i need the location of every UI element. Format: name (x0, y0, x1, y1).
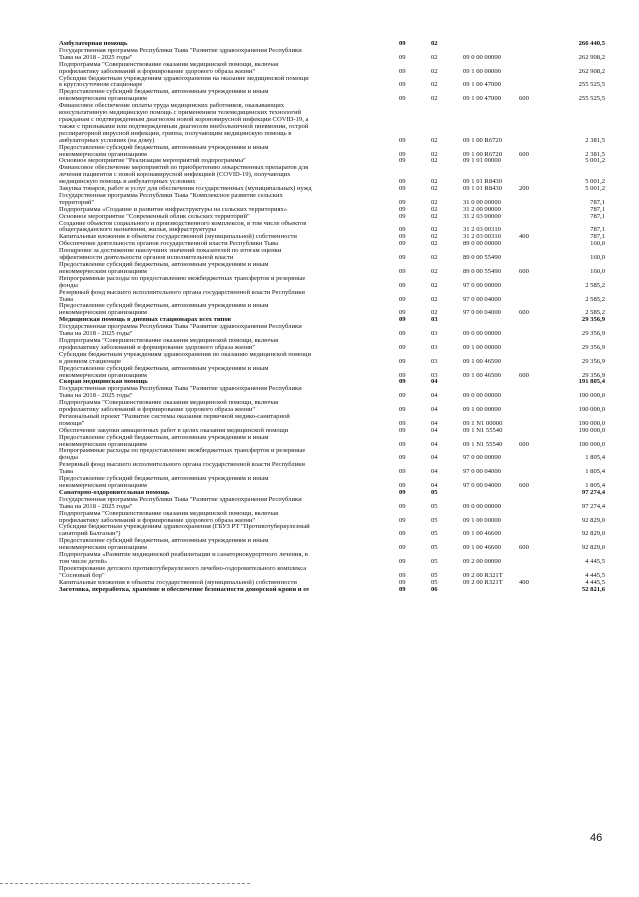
subsection-code: 04 (431, 482, 438, 489)
subsection-code: 04 (431, 406, 438, 414)
expense-type-code: 600 (519, 95, 529, 103)
table-row (59, 103, 605, 144)
subsection-code: 04 (431, 419, 438, 427)
section-code: 09 (399, 330, 406, 338)
target-article-code: 09 1 N1 55540 (463, 426, 503, 434)
table-row (59, 338, 605, 352)
table-row (59, 193, 605, 207)
target-article-code: 89 0 00 55490 (463, 254, 501, 262)
amount: 52 821,6 (581, 585, 605, 593)
subsection-code: 02 (431, 281, 438, 289)
amount: 29 356,9 (581, 343, 605, 351)
target-article-code: 97 0 00 04000 (463, 295, 501, 303)
subsection-code: 03 (431, 343, 438, 351)
expense-name: Государственная программа Республики Тыва "Развитие здравоохранения Республики Тыва на 2018 - 2025 годы" (59, 495, 302, 510)
expense-type-code: 600 (519, 440, 529, 448)
expense-name: Финансовое обеспечение мероприятий по приобретению лекарственных препаратов для лечения пациентов с новой коронавирусной инфекцией (COVID-19), получающих медицинскую помощь в амбулаторных условиях (59, 164, 309, 186)
expense-name: Капитальные вложения в объекты государственной (муниципальной) собственности (59, 578, 297, 586)
table-row (59, 352, 605, 366)
section-code: 09 (399, 419, 406, 427)
section-code: 09 (399, 406, 406, 414)
expense-name: Проектирование детского противотуберкулезного лечебно-оздоровительного комплекса "Сосновый бор" (59, 564, 307, 579)
section-code: 09 (399, 53, 406, 61)
expense-type-code: 600 (519, 150, 529, 158)
table-row (59, 262, 605, 276)
target-article-code: 09 1 00 46600 (463, 530, 501, 538)
expense-name: Резервный фонд высшего исполнительного органа государственной власти Республики Тыва (59, 288, 305, 303)
subsection-code: 02 (431, 254, 438, 262)
table-row (59, 366, 605, 380)
section-code: 09 (399, 378, 406, 386)
expense-name: Государственная программа Республики Тыва "Комплексное развитие сельских территорий" (59, 191, 283, 206)
target-article-code: 09 1 00 00000 (463, 67, 501, 75)
expense-name: Создание объектов социального и производственного комплексов, в том числе объектов общегражданского назначения, жилья, инфраструктуры (59, 219, 307, 234)
amount: 1 805,4 (585, 468, 605, 476)
expense-type-code: 600 (519, 482, 529, 489)
subsection-code: 02 (431, 233, 438, 241)
subsection-code: 02 (431, 53, 438, 61)
amount: 2 381,5 (585, 150, 605, 158)
target-article-code: 09 0 00 00000 (463, 53, 501, 61)
subsection-code: 04 (431, 440, 438, 448)
target-article-code: 09 1 N1 00000 (463, 419, 503, 427)
expense-name: Заготовка, переработка, хранение и обеспечение безопасности донорской крови и ее (59, 585, 310, 593)
expense-name: Санаторно-оздоровительная помощь (59, 488, 170, 496)
section-code: 09 (399, 295, 406, 303)
amount: 29 356,9 (581, 316, 605, 324)
expense-name: Государственная программа Республики Тыва "Развитие здравоохранения Республики Тыва на 2018 - 2025 годы" (59, 323, 302, 338)
section-row (59, 587, 605, 594)
subsection-code: 03 (431, 357, 438, 365)
expense-name: Предоставление субсидий бюджетным, автономным учреждениям и иным некоммерческим организациям (59, 88, 269, 103)
target-article-code: 31 2 03 00310 (463, 226, 501, 234)
target-article-code: 09 1 00 46500 (463, 357, 501, 365)
section-code: 09 (399, 530, 406, 538)
subsection-code: 03 (431, 371, 438, 379)
subsection-code: 02 (431, 212, 438, 220)
section-code: 09 (399, 357, 406, 365)
target-article-code: 09 1 01 R8430 (463, 185, 503, 193)
subsection-code: 05 (431, 516, 438, 524)
section-code: 09 (399, 157, 406, 165)
subsection-code: 02 (431, 267, 438, 275)
section-code: 09 (399, 571, 406, 579)
table-row (59, 89, 605, 103)
subsection-code: 05 (431, 502, 438, 510)
amount: 29 356,9 (581, 371, 605, 379)
target-article-code: 09 0 00 00000 (463, 392, 501, 400)
subsection-code: 03 (431, 316, 438, 324)
subsection-code: 05 (431, 488, 438, 496)
expense-name: Поощрение за достижение наилучших значений показателей по итогам оценки эффективности деятельности органов исполнительной власти (59, 247, 282, 262)
section-code: 09 (399, 212, 406, 220)
subsection-code: 02 (431, 240, 438, 248)
budget-table (59, 41, 605, 594)
target-article-code: 09 1 00 00000 (463, 516, 501, 524)
amount: 1 805,4 (585, 454, 605, 462)
subsection-code: 05 (431, 544, 438, 552)
subsection-code: 03 (431, 330, 438, 338)
expense-name: Предоставление субсидий бюджетным, автономным учреждениям и иным некоммерческим организациям (59, 475, 269, 489)
subsection-code: 02 (431, 150, 438, 158)
target-article-code: 09 2 00 R321T (463, 578, 503, 586)
expense-name: Медицинская помощь в дневных стационарах всех типов (59, 316, 232, 324)
expense-name: Государственная программа Республики Тыва "Развитие здравоохранения Республики Тыва на 2018 - 2025 годы" (59, 385, 302, 400)
table-row (59, 497, 605, 511)
table-row (59, 48, 605, 62)
amount: 191 805,4 (578, 378, 605, 386)
amount: 29 356,9 (581, 330, 605, 338)
target-article-code: 09 1 00 46500 (463, 371, 501, 379)
expense-name: Предоставление субсидий бюджетным, автономным учреждениям и иным некоммерческим организациям (59, 302, 269, 317)
target-article-code: 09 1 N1 55540 (463, 440, 503, 448)
page-number: 46 (590, 832, 603, 844)
section-code: 09 (399, 585, 406, 593)
expense-type-code: 400 (519, 578, 529, 586)
table-row (59, 386, 605, 400)
subsection-code: 02 (431, 226, 438, 234)
table-row (59, 76, 605, 90)
expense-name: Капитальные вложения в объекты государственной (муниципальной) собственности (59, 233, 297, 241)
subsection-code: 05 (431, 578, 438, 586)
subsection-code: 02 (431, 309, 438, 317)
section-code: 09 (399, 81, 406, 89)
expense-type-code: 200 (519, 185, 529, 193)
table-row (59, 303, 605, 317)
section-code: 09 (399, 226, 406, 234)
expense-name: Подпрограмма «Создание и развитие инфраструктуры на сельских территориях» (59, 205, 288, 213)
amount: 266 440,5 (578, 40, 605, 47)
amount: 1 805,4 (585, 482, 605, 489)
target-article-code: 89 0 00 00000 (463, 240, 501, 248)
amount: 160,0 (590, 254, 605, 262)
section-code: 09 (399, 502, 406, 510)
section-code: 09 (399, 95, 406, 103)
expense-name: Подпрограмма "Совершенствование оказания медицинской помощи, включая профилактику заболеваний и формирование здорового образа жизни" (59, 336, 279, 351)
subsection-code: 04 (431, 454, 438, 462)
target-article-code: 09 1 00 00000 (463, 406, 501, 414)
amount: 190 000,0 (578, 406, 605, 414)
section-code: 09 (399, 316, 406, 324)
expense-name: Подпрограмма "Совершенствование оказания медицинской помощи, включая профилактику заболеваний и формирование здорового образа жизни" (59, 399, 279, 414)
expense-name: Подпрограмма "Совершенствование оказания медицинской помощи, включая профилактику заболеваний и формирование здорового образа жизни" (59, 60, 279, 75)
target-article-code: 31 2 03 00310 (463, 233, 501, 241)
section-code: 09 (399, 516, 406, 524)
amount: 4 445,5 (585, 571, 605, 579)
subsection-code: 04 (431, 392, 438, 400)
target-article-code: 97 0 00 04000 (463, 309, 501, 317)
section-code: 09 (399, 198, 406, 206)
expense-name: Обеспечение деятельности органов государственной власти Республики Тыва (59, 240, 279, 248)
table-row (59, 248, 605, 262)
amount: 190 000,0 (578, 392, 605, 400)
amount: 92 829,0 (581, 530, 605, 538)
target-article-code: 97 0 00 00000 (463, 281, 501, 289)
table-row (59, 462, 605, 476)
expense-type-code: 600 (519, 544, 529, 552)
expense-name: Предоставление субсидий бюджетным, автономным учреждениям и иным некоммерческим организациям (59, 537, 269, 552)
expense-name: Непрограммные расходы по предоставлению межбюджетных трансфертов и резервные фонды (59, 447, 306, 462)
table-row (59, 221, 605, 235)
target-article-code: 31 2 03 00000 (463, 212, 501, 220)
amount: 5 001,2 (585, 157, 605, 165)
section-code: 09 (399, 371, 406, 379)
expense-name: Субсидии бюджетным учреждениям здравоохранения по оказанию медицинской помощи в дневном стационаре (59, 350, 312, 365)
subsection-code: 02 (431, 81, 438, 89)
table-row (59, 435, 605, 449)
section-code: 09 (399, 240, 406, 248)
table-row (59, 62, 605, 76)
target-article-code: 89 0 00 55490 (463, 267, 501, 275)
amount: 2 585,2 (585, 281, 605, 289)
section-code: 09 (399, 392, 406, 400)
section-code: 09 (399, 440, 406, 448)
expense-name: Основное мероприятие "Реализация мероприятий подпрограммы" (59, 157, 246, 165)
amount: 190 000,0 (578, 419, 605, 427)
amount: 2 585,2 (585, 309, 605, 317)
target-article-code: 97 0 00 04000 (463, 468, 501, 476)
amount: 787,1 (590, 212, 605, 220)
table-row (59, 324, 605, 338)
amount: 97 274,4 (581, 488, 605, 496)
amount: 5 001,2 (585, 185, 605, 193)
section-code: 09 (399, 557, 406, 565)
expense-type-code: 600 (519, 371, 529, 379)
target-article-code: 09 1 00 R6720 (463, 150, 503, 158)
target-article-code: 09 0 00 00000 (463, 502, 501, 510)
table-row (59, 276, 605, 290)
expense-name: Закупка товаров, работ и услуг для обеспечения государственных (муниципальных) нужд (59, 185, 312, 193)
amount: 787,1 (590, 233, 605, 241)
amount: 262 908,2 (578, 53, 605, 61)
section-code: 09 (399, 281, 406, 289)
table-row (59, 400, 605, 414)
section-code: 09 (399, 136, 406, 144)
subsection-code: 02 (431, 198, 438, 206)
section-code: 09 (399, 544, 406, 552)
table-row (59, 511, 605, 525)
target-article-code: 09 1 00 47000 (463, 95, 501, 103)
section-code: 09 (399, 267, 406, 275)
section-code: 09 (399, 454, 406, 462)
target-article-code: 09 1 01 R8430 (463, 178, 503, 186)
expense-name: Предоставление субсидий бюджетным, автономным учреждениям и иным некоммерческим организациям (59, 433, 269, 448)
section-code: 09 (399, 309, 406, 317)
amount: 4 445,5 (585, 557, 605, 565)
expense-name: Непрограммные расходы по предоставлению межбюджетных трансфертов и резервные фонды (59, 274, 306, 289)
amount: 160,0 (590, 267, 605, 275)
subsection-code: 02 (431, 178, 438, 186)
expense-name: Финансовое обеспечение оплаты труда медицинских работников, оказывающих консультативную медицинскую помощь с применением телемедицинских технологий гражданам с подтвержденным диагнозом новой короновирусной инфекции COVID-19, а также с признаками или подтвержденным диагнозом внебольничной пневмонии, острой респираторной вирусной инфекции, гриппа, получающим медицинскую помощь в амбулаторных условиях (на дому) (59, 102, 309, 144)
target-article-code: 31 2 00 00000 (463, 205, 501, 213)
section-code: 09 (399, 482, 406, 489)
expense-name: Подпрограмма «Развитие медицинской реабилитации и санаторнокурортного лечения, в том числе детей» (59, 551, 308, 565)
target-article-code: 09 1 00 47000 (463, 81, 501, 89)
subsection-code: 04 (431, 468, 438, 476)
amount: 29 356,9 (581, 357, 605, 365)
subsection-code: 06 (431, 585, 438, 593)
subsection-code: 02 (431, 295, 438, 303)
amount: 262 908,2 (578, 67, 605, 75)
amount: 92 829,0 (581, 544, 605, 552)
target-article-code: 09 1 01 00000 (463, 157, 501, 165)
section-code: 09 (399, 578, 406, 586)
target-article-code: 09 2 00 R321T (463, 571, 503, 579)
target-article-code: 09 1 00 46600 (463, 544, 501, 552)
expense-name: Региональный проект "Развитие системы оказания первичной медико-санитарной помощи" (59, 412, 290, 427)
table-row (59, 538, 605, 552)
target-article-code: 09 0 00 00000 (463, 330, 501, 338)
table-row (59, 476, 605, 490)
section-code: 09 (399, 426, 406, 434)
amount: 92 829,0 (581, 516, 605, 524)
table-row (59, 145, 605, 159)
section-code: 09 (399, 67, 406, 75)
section-code: 09 (399, 488, 406, 496)
section-code: 09 (399, 233, 406, 241)
subsection-code: 04 (431, 426, 438, 434)
expense-type-code: 600 (519, 267, 529, 275)
table-row (59, 552, 605, 566)
subsection-code: 02 (431, 205, 438, 213)
subsection-code: 04 (431, 378, 438, 386)
amount: 190 000,0 (578, 426, 605, 434)
section-code: 09 (399, 468, 406, 476)
amount: 787,1 (590, 198, 605, 206)
subsection-code: 02 (431, 67, 438, 75)
section-code: 09 (399, 178, 406, 186)
amount: 787,1 (590, 226, 605, 234)
subsection-code: 02 (431, 40, 438, 47)
table-row (59, 524, 605, 538)
target-article-code: 97 0 00 00000 (463, 454, 501, 462)
expense-name: Обеспечение закупки авиационных работ в целях оказания медицинской помощи (59, 426, 289, 434)
target-article-code: 31 0 00 00000 (463, 198, 501, 206)
expense-type-code: 400 (519, 233, 529, 241)
target-article-code: 09 1 00 00000 (463, 343, 501, 351)
table-row (59, 566, 605, 580)
subsection-code: 05 (431, 557, 438, 565)
expense-name: Резервный фонд высшего исполнительного органа государственной власти Республики Тыва (59, 461, 305, 476)
target-article-code: 09 2 00 00000 (463, 557, 501, 565)
subsection-code: 02 (431, 136, 438, 144)
subsection-code: 05 (431, 571, 438, 579)
amount: 255 525,5 (578, 81, 605, 89)
section-code: 09 (399, 205, 406, 213)
subsection-code: 02 (431, 95, 438, 103)
amount: 97 274,4 (581, 502, 605, 510)
scan-edge-divider (0, 883, 250, 884)
section-code: 09 (399, 254, 406, 262)
target-article-code: 09 1 00 R6720 (463, 136, 503, 144)
expense-name: Основное мероприятие "Современный облик сельских территорий" (59, 212, 250, 220)
expense-name: Субсидии бюджетным учреждениям здравоохранения на оказание медицинской помощи в круглосуточном стационаре (59, 74, 309, 89)
expense-name: Государственная программа Республики Тыва "Развитие здравоохранения Республики Тыва на 2018 - 2025 годы" (59, 46, 302, 61)
expense-name: Подпрограмма "Совершенствование оказания медицинской помощи, включая профилактику заболеваний и формирование здорового образа жизни" (59, 509, 279, 524)
section-code: 09 (399, 150, 406, 158)
amount: 160,0 (590, 240, 605, 248)
expense-name: Субсидии бюджетным учреждениям здравоохранения (ГБУЗ РТ "Противотуберкулезный санаторий Балгазын") (59, 523, 310, 538)
amount: 5 001,2 (585, 178, 605, 186)
expense-name: Предоставление субсидий бюджетным, автономным учреждениям и иным некоммерческим организациям (59, 261, 269, 275)
subsection-code: 02 (431, 157, 438, 165)
expense-name: Скорая медицинская помощь (59, 378, 148, 386)
table-row (59, 448, 605, 462)
expense-name: Амбулаторная помощь (59, 40, 128, 47)
amount: 2 585,2 (585, 295, 605, 303)
table-row (59, 414, 605, 428)
expense-type-code: 600 (519, 309, 529, 317)
amount: 255 525,5 (578, 95, 605, 103)
target-article-code: 97 0 00 04000 (463, 482, 501, 489)
table-row (59, 290, 605, 304)
amount: 190 000,0 (578, 440, 605, 448)
expense-name: Предоставление субсидий бюджетным, автономным учреждениям и иным некоммерческим организациям (59, 143, 269, 158)
section-code: 09 (399, 40, 406, 47)
section-code: 09 (399, 343, 406, 351)
amount: 2 381,5 (585, 136, 605, 144)
section-code: 09 (399, 185, 406, 193)
amount: 4 445,5 (585, 578, 605, 586)
subsection-code: 05 (431, 530, 438, 538)
expense-name: Предоставление субсидий бюджетным, автономным учреждениям и иным некоммерческим организациям (59, 364, 269, 379)
table-row (59, 165, 605, 186)
amount: 787,1 (590, 205, 605, 213)
subsection-code: 02 (431, 185, 438, 193)
